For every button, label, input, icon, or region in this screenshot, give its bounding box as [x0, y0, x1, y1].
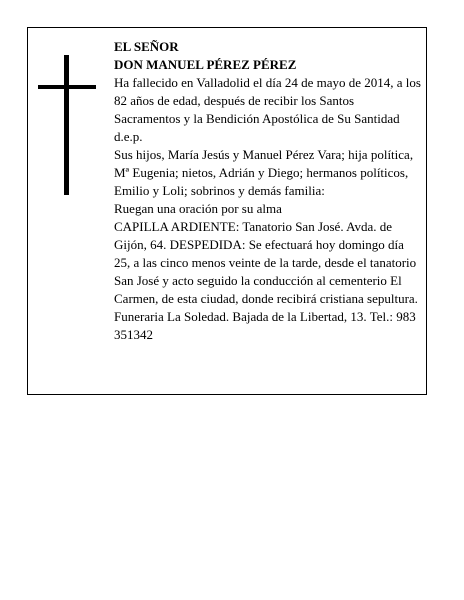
family-members: Sus hijos, María Jesús y Manuel Pérez Vara; hija política, Mª Eugenia; nietos, Adrián y Diego; hermanos políticos, Emilio y Loli; sobrinos y demás familia:	[114, 147, 414, 198]
heading-title: EL SEÑOR	[114, 39, 179, 54]
deceased-name: DON MANUEL PÉREZ PÉREZ	[114, 57, 297, 72]
funeral-home-contact: Funeraria La Soledad. Bajada de la Libertad, 13. Tel.: 983 351342	[114, 309, 416, 342]
death-announcement: Ha fallecido en Valladolid el día 24 de mayo de 2014, a los 82 años de edad, después de recibir los Santos Sacramentos y la Bendición Apostólica de Su Santidad d.e.p.	[114, 75, 421, 144]
cross-vertical-bar	[64, 55, 69, 195]
funeral-details: CAPILLA ARDIENTE: Tanatorio San José. Avda. de Gijón, 64. DESPEDIDA: Se efectuará hoy domingo día 25, a las cinco menos veinte de la tarde, desde el tanatorio San José y acto seguido la conducción al cementerio El Carmen, de esta ciudad, donde recibirá cristiana sepultura.	[114, 219, 418, 306]
prayer-request: Ruegan una oración por su alma	[114, 201, 282, 216]
cross-horizontal-bar	[38, 85, 96, 89]
cross-icon	[38, 55, 96, 195]
obituary-text	[114, 38, 422, 344]
